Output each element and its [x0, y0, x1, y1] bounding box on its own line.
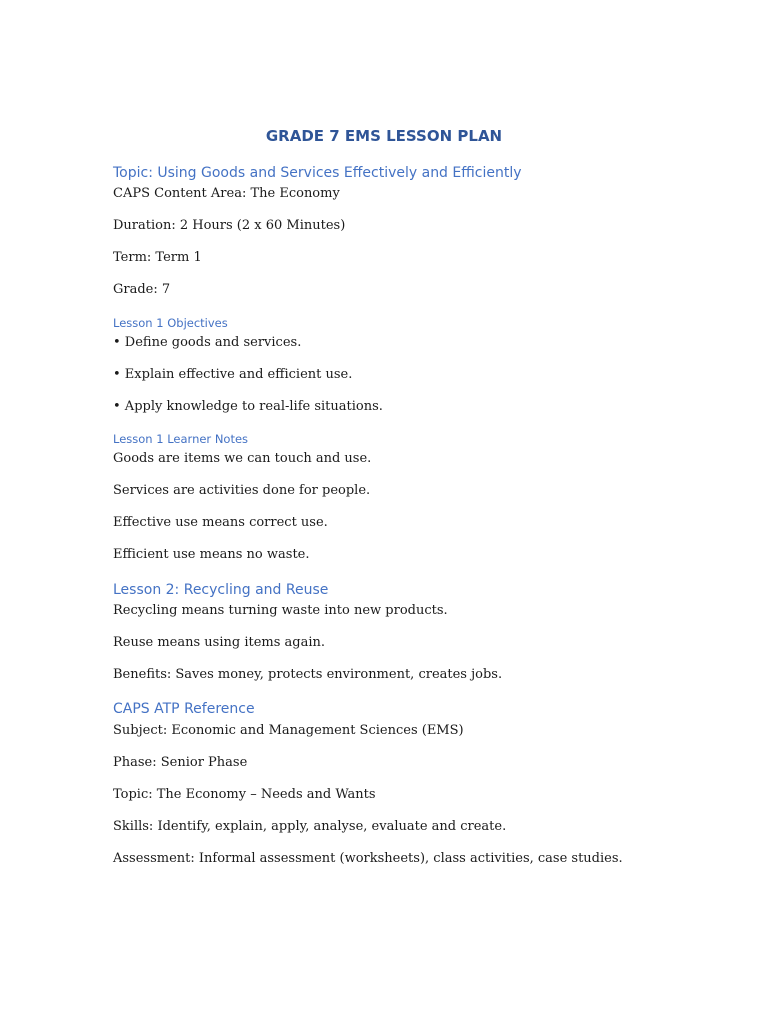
lesson2-item: Benefits: Saves money, protects environment, creates jobs.: [113, 667, 503, 682]
objective-item: • Define goods and services.: [113, 335, 302, 350]
term-line: Term: Term 1: [113, 250, 202, 265]
learner-note-item: Goods are items we can touch and use.: [113, 451, 372, 466]
atp-item: Subject: Economic and Management Sciences (EMS): [113, 723, 464, 738]
duration-line: Duration: 2 Hours (2 x 60 Minutes): [113, 218, 346, 233]
atp-item: Skills: Identify, explain, apply, analyse, evaluate and create.: [113, 819, 507, 834]
atp-item: Assessment: Informal assessment (worksheets), class activities, case studies.: [113, 851, 623, 866]
lesson2-item: Reuse means using items again.: [113, 635, 326, 650]
lesson2-heading: Lesson 2: Recycling and Reuse: [113, 582, 329, 598]
lesson1-notes-heading: Lesson 1 Learner Notes: [113, 432, 249, 446]
lesson1-objectives-heading: Lesson 1 Objectives: [113, 316, 228, 330]
topic-heading: Topic: Using Goods and Services Effectively and Efficiently: [113, 165, 522, 181]
caps-atp-heading: CAPS ATP Reference: [113, 701, 255, 717]
document-title: GRADE 7 EMS LESSON PLAN: [265, 127, 503, 145]
objective-item: • Explain effective and efficient use.: [113, 367, 353, 382]
atp-item: Phase: Senior Phase: [113, 755, 248, 770]
caps-content-area-line: CAPS Content Area: The Economy: [113, 186, 340, 201]
atp-item: Topic: The Economy – Needs and Wants: [113, 787, 376, 802]
objective-item: • Apply knowledge to real-life situations.: [113, 399, 383, 414]
lesson2-item: Recycling means turning waste into new products.: [113, 603, 448, 618]
grade-line: Grade: 7: [113, 282, 171, 297]
learner-note-item: Efficient use means no waste.: [113, 547, 310, 562]
learner-note-item: Services are activities done for people.: [113, 483, 371, 498]
learner-note-item: Effective use means correct use.: [113, 515, 328, 530]
